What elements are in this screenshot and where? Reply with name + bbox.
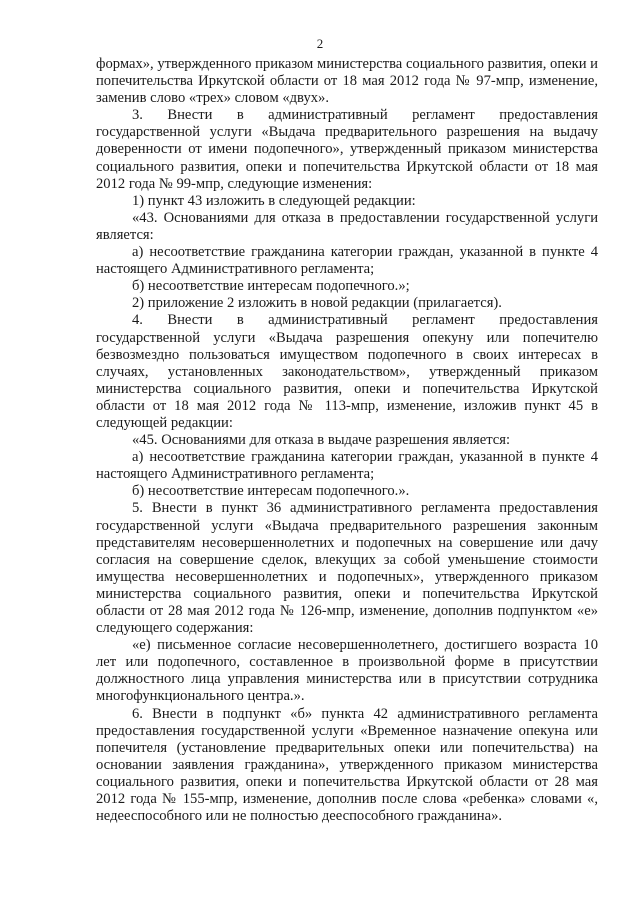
paragraph-clause-45: «45. Основаниями для отказа в выдаче разрешения является: [132,432,511,449]
paragraph-clause-45-a: а) несоответствие гражданина категории граждан, указанной в пункте 4 настоящего Административного регламента; [96,449,598,483]
paragraph-subitem-1: 1) пункт 43 изложить в следующей редакции: [132,192,416,209]
paragraph-clause-43-a: а) несоответствие гражданина категории граждан, указанной в пункте 4 настоящего Административного регламента; [96,244,598,278]
paragraph-item-6: 6. Внести в подпункт «б» пункта 42 административного регламента предоставления государственной услуги «Временное назначение опекуна или попечителя (установление предварительных опеки или попечительства) на основании заявления гражданина», утвержденного приказом министерства социального развития, опеки и попечительства Иркутской области от 28 мая 2012 года № 155-мпр, изменение, дополнив после слова «ребенка» словами «, недееспособного или не полностью дееспособного гражданина». [96,705,598,825]
paragraph-item-3: 3. Внести в административный регламент предоставления государственной услуги «Выдача предварительного разрешения на выдачу доверенности от имени подопечного», утвержденный приказом министерства социального развития, опеки и попечительства Иркутской области от 18 мая 2012 года № 99-мпр, следующие изменения: [96,107,598,192]
paragraph-subclause-e: «е) письменное согласие несовершеннолетнего, достигшего возраста 10 лет или подопечного, составленное в произвольной форме в присутствии должностного лица управления министерства или в присутствии сотрудника многофункционального центра.». [96,637,598,705]
paragraph-clause-43-b: б) несоответствие интересам подопечного.»; [132,278,410,295]
paragraph-continuation: формах», утвержденного приказом министерства социального развития, опеки и попечительства Иркутской области от 18 мая 2012 года № 97-мпр, изменение, заменив слово «трех» словом «двух». [96,56,598,107]
paragraph-subitem-2: 2) приложение 2 изложить в новой редакции (прилагается). [132,295,502,312]
paragraph-item-4: 4. Внести в административный регламент предоставления государственной услуги «Выдача разрешения опекуну или попечителю безвозмездно пользоваться имуществом подопечного в своих интересах в случаях, установленных законодательством», утвержденный приказом министерства социального развития, опеки и попечительства Иркутской области от 18 мая 2012 года № 113-мпр, изменение, изложив пункт 45 в следующей редакции: [96,312,598,431]
document-body [96,56,598,825]
page-number: 2 [316,36,324,51]
paragraph-item-5: 5. Внести в пункт 36 административного регламента предоставления государственной услуги «Выдача предварительного разрешения законным представителям несовершеннолетних и подопечных на совершение или дачу согласия на совершение сделок, влекущих за собой уменьшение стоимости имущества несовершеннолетних и подопечных», утвержденного приказом министерства социального развития, опеки и попечительства Иркутской области от 28 мая 2012 года № 126-мпр, изменение, дополнив подпунктом «е» следующего содержания: [96,500,598,637]
paragraph-clause-43: «43. Основаниями для отказа в предоставлении государственной услуги является: [96,209,598,243]
paragraph-clause-45-b: б) несоответствие интересам подопечного.». [132,483,410,500]
